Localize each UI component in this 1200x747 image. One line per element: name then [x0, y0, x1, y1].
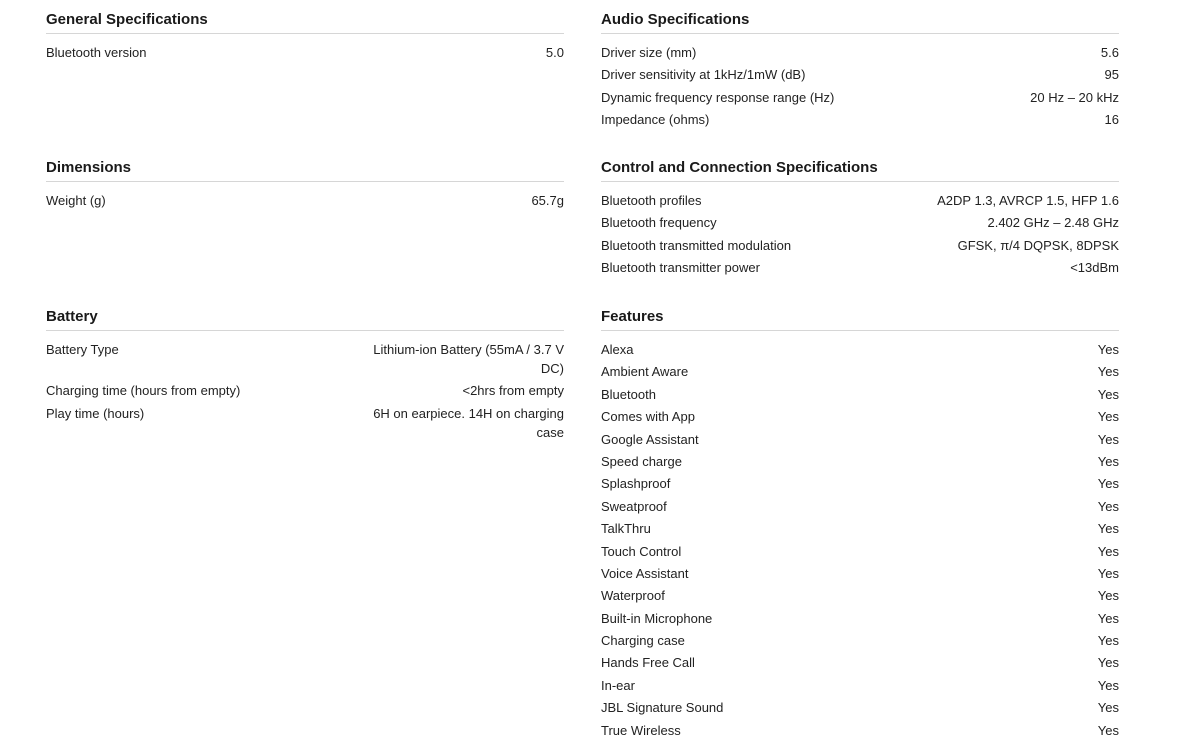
spec-row [601, 385, 1119, 404]
section-title: Control and Connection Specifications [601, 157, 1119, 182]
spec-row [46, 340, 564, 378]
spec-label: Alexa [601, 342, 634, 357]
spec-label: Driver size (mm) [601, 45, 697, 60]
spec-value: Yes [1097, 677, 1119, 693]
spec-value: Yes [1097, 364, 1119, 380]
spec-value: <13dBm [1070, 260, 1119, 276]
spec-row [601, 452, 1119, 471]
spec-label: Charging time (hours from empty) [46, 383, 241, 399]
spec-value: Yes [1097, 543, 1119, 559]
spec-row [601, 653, 1119, 672]
spec-label: Splashproof [601, 476, 671, 492]
spec-list [601, 43, 1119, 129]
spec-label: Play time (hours) [46, 405, 145, 421]
spec-row [601, 631, 1119, 650]
spec-value: <2hrs from empty [462, 383, 564, 399]
spec-value: Yes [1097, 722, 1119, 738]
spec-label: Bluetooth transmitted modulation [601, 237, 792, 253]
spec-label: Bluetooth transmitter power [601, 260, 760, 276]
spec-label: Impedance (ohms) [601, 112, 710, 128]
spec-row [601, 191, 1119, 210]
section-features [601, 306, 1119, 743]
spec-row [601, 213, 1119, 232]
section-title: Battery [46, 306, 564, 331]
section-title: Features [601, 306, 1119, 331]
section-title: Audio Specifications [601, 9, 1119, 34]
spec-value: 20 Hz – 20 kHz [1030, 89, 1119, 105]
section-battery [46, 306, 564, 445]
spec-label: Touch Control [601, 543, 682, 559]
spec-value: 5.0 [545, 45, 564, 60]
spec-label: Ambient Aware [601, 364, 689, 380]
spec-row [601, 258, 1119, 277]
spec-row [46, 381, 564, 400]
spec-value: Yes [1097, 655, 1119, 671]
spec-value: 65.7g [531, 193, 564, 208]
spec-list [46, 191, 564, 210]
spec-value: Yes [1097, 409, 1119, 425]
spec-row [601, 236, 1119, 255]
spec-row [601, 43, 1119, 62]
spec-value: GFSK, π/4 DQPSK, 8DPSK [957, 237, 1119, 253]
spec-value: 6H on earpiece. 14H on charging case [373, 405, 564, 440]
section-control-connection-specifications [601, 157, 1119, 281]
spec-label: TalkThru [601, 521, 651, 537]
spec-label: Bluetooth profiles [601, 193, 702, 208]
spec-row [601, 407, 1119, 426]
spec-value: 5.6 [1100, 45, 1119, 60]
spec-row [601, 65, 1119, 84]
spec-row [601, 519, 1119, 538]
spec-list [46, 340, 564, 442]
spec-value: Yes [1097, 565, 1119, 581]
spec-row [601, 721, 1119, 740]
spec-label: Voice Assistant [601, 565, 689, 581]
spec-label: Bluetooth [601, 386, 656, 402]
spec-row [46, 43, 564, 62]
spec-label: Bluetooth version [46, 45, 147, 60]
spec-label: Google Assistant [601, 431, 699, 447]
spec-row [601, 586, 1119, 605]
spec-value: Yes [1097, 342, 1119, 357]
section-dimensions [46, 157, 564, 213]
spec-row [601, 497, 1119, 516]
spec-value: 2.402 GHz – 2.48 GHz [987, 215, 1119, 231]
spec-label: Waterproof [601, 588, 665, 604]
section-general-specifications [46, 9, 564, 65]
spec-value: Yes [1097, 498, 1119, 514]
spec-label: In-ear [601, 677, 635, 693]
spec-label: Sweatproof [601, 498, 667, 514]
spec-row [601, 676, 1119, 695]
spec-value: Yes [1097, 386, 1119, 402]
spec-value: Yes [1097, 431, 1119, 447]
spec-list [601, 340, 1119, 740]
spec-list [46, 43, 564, 62]
spec-value: Yes [1097, 610, 1119, 626]
spec-row [46, 191, 564, 210]
spec-label: Built-in Microphone [601, 610, 713, 626]
spec-row [601, 609, 1119, 628]
section-audio-specifications [601, 9, 1119, 133]
spec-label: Speed charge [601, 453, 682, 469]
spec-label: Bluetooth frequency [601, 215, 717, 231]
spec-row [601, 430, 1119, 449]
spec-row [601, 542, 1119, 561]
section-title: Dimensions [46, 157, 564, 182]
spec-row [601, 88, 1119, 107]
spec-label: Dynamic frequency response range (Hz) [601, 89, 835, 105]
spec-label: Charging case [601, 633, 685, 649]
spec-label: Hands Free Call [601, 655, 695, 671]
spec-label: True Wireless [601, 722, 681, 738]
spec-label: Weight (g) [46, 193, 106, 208]
spec-value: Yes [1097, 700, 1119, 716]
section-title: General Specifications [46, 9, 564, 34]
spec-row [601, 110, 1119, 129]
spec-row [601, 362, 1119, 381]
spec-row [601, 698, 1119, 717]
spec-label: Comes with App [601, 409, 695, 425]
spec-row [601, 340, 1119, 359]
spec-value: 16 [1104, 112, 1119, 128]
spec-value: 95 [1104, 67, 1119, 83]
spec-row [46, 404, 564, 442]
spec-value: Yes [1097, 476, 1119, 492]
spec-row [601, 564, 1119, 583]
spec-list [601, 191, 1119, 277]
spec-value: Lithium-ion Battery (55mA / 3.7 V DC) [373, 342, 564, 376]
spec-value: Yes [1097, 521, 1119, 537]
spec-value: A2DP 1.3, AVRCP 1.5, HFP 1.6 [937, 193, 1119, 208]
spec-value: Yes [1097, 633, 1119, 649]
spec-value: Yes [1097, 453, 1119, 469]
spec-value: Yes [1097, 588, 1119, 604]
spec-label: Battery Type [46, 342, 119, 357]
spec-label: JBL Signature Sound [601, 700, 724, 716]
spec-label: Driver sensitivity at 1kHz/1mW (dB) [601, 67, 806, 83]
spec-row [601, 474, 1119, 493]
